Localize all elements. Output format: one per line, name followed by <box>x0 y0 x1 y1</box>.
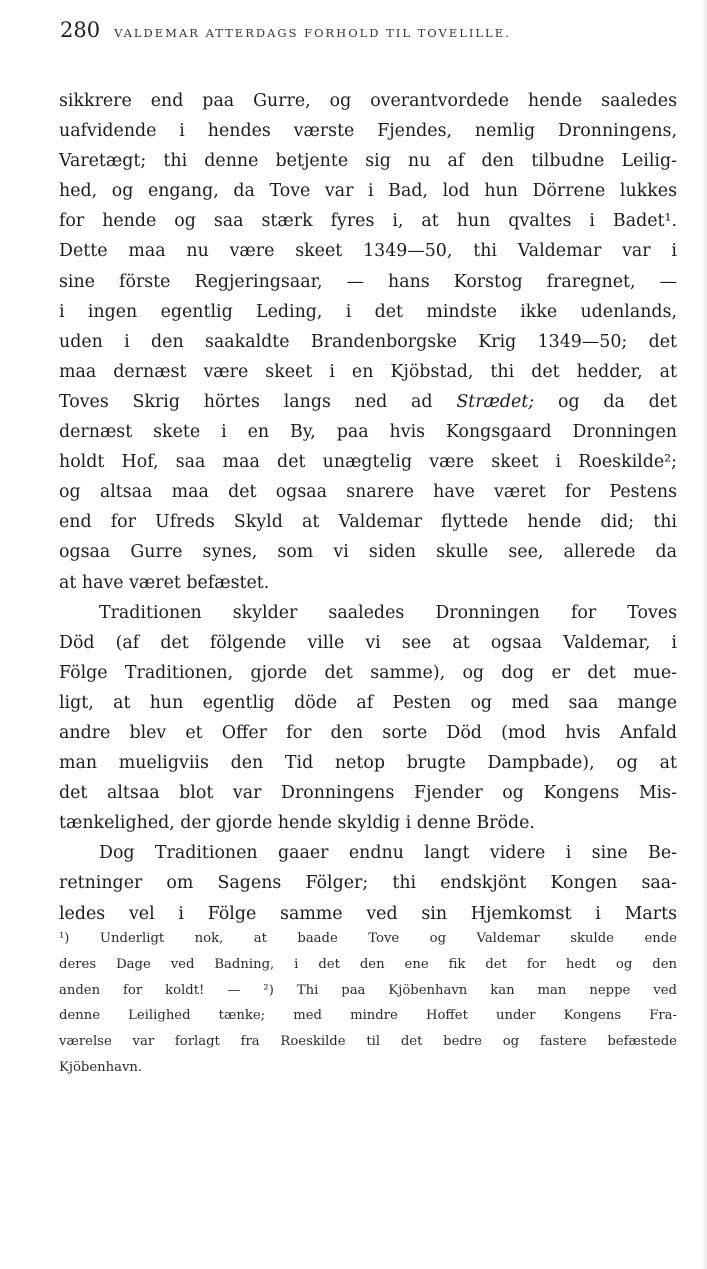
text-line: Varetægt; thi denne betjente sig nu af den tilbudne Leilig- <box>59 151 677 172</box>
page-header <box>60 18 680 48</box>
text-line: sine förste Regjeringsaar, — hans Korstog fraregnet, — <box>59 271 677 292</box>
footnote-line: ¹) Underligt nok, at baade Tove og Valdemar skulde ende <box>59 931 677 946</box>
body-text <box>59 86 677 929</box>
text-line: det altsaa blot var Dronningens Fjender og Kongens Mis- <box>59 783 677 804</box>
text-line: hed, og engang, da Tove var i Bad, lod hun Dörrene lukkes <box>59 181 677 202</box>
text-line: andre blev et Offer for den sorte Död (mod hvis Anfald <box>59 722 677 743</box>
footnote-line: deres Dage ved Badning, i det den ene fik det for hedt og den <box>59 956 677 972</box>
paragraph-start-line: Traditionen skylder saaledes Dronningen for Toves <box>99 602 677 623</box>
paragraph-end-line: at have været befæstet. <box>59 572 270 593</box>
text-line: ogsaa Gurre synes, som vi siden skulle see, allerede da <box>59 542 677 563</box>
page-number: 280 <box>60 18 101 42</box>
text-segment: Toves Skrig hörtes langs ned ad <box>59 391 433 412</box>
text-line: holdt Hof, saa maa det unægtelig være skeet i Roeskilde²; <box>59 452 677 473</box>
text-line: dernæst skete i en By, paa hvis Kongsgaard Dronningen <box>59 422 677 443</box>
text-line: i ingen egentlig Leding, i det mindste ikke udenlands, <box>59 301 677 322</box>
text-line: Död (af det fölgende ville vi see at ogsaa Valdemar, i <box>59 632 677 653</box>
text-line: man mueligviis den Tid netop brugte Dampbade), og at <box>59 753 677 774</box>
text-line: for hende og saa stærk fyres i, at hun qvaltes i Badet¹. <box>59 211 677 232</box>
text-line: retninger om Sagens Fölger; thi endskjönt Kongen saa- <box>59 873 677 894</box>
footnotes <box>59 926 677 1081</box>
footnote-line: anden for koldt! — ²) Thi paa Kjöbenhavn kan man neppe ved <box>59 982 677 998</box>
text-line: maa dernæst være skeet i en Kjöbstad, thi det hedder, at <box>59 361 677 382</box>
text-line: ledes vel i Fölge samme ved sin Hjemkomst i Marts <box>59 903 677 924</box>
running-head: VALDEMAR ATTERDAGS FORHOLD TIL TOVELILLE. <box>114 26 511 40</box>
text-line-with-italic <box>59 387 677 417</box>
page-edge-shadow <box>701 0 707 1269</box>
text-line: ligt, at hun egentlig döde af Pesten og med saa mange <box>59 692 677 713</box>
text-line: og altsaa maa det ogsaa snarere have været for Pestens <box>59 482 677 503</box>
text-line: Fölge Traditionen, gjorde det samme), og dog er det mue- <box>59 662 677 683</box>
text-line: Dette maa nu være skeet 1349—50, thi Valdemar var i <box>59 241 677 262</box>
footnote-line: denne Leilighed tænke; med mindre Hoffet under Kongens Fra- <box>59 1008 677 1024</box>
footnote-line: værelse var forlagt fra Roeskilde til det bedre og fastere befæstede <box>59 1034 677 1050</box>
text-segment: og da det <box>557 391 678 412</box>
italic-phrase: Strædet; <box>456 391 535 412</box>
paragraph-end-line: tænkelighed, der gjorde hende skyldig i denne Bröde. <box>59 813 535 834</box>
paragraph-start-line: Dog Traditionen gaaer endnu langt videre i sine Be- <box>99 843 677 864</box>
text-line: sikkrere end paa Gurre, og overantvordede hende saaledes <box>59 91 677 111</box>
footnote-line: Kjöbenhavn. <box>59 1059 143 1075</box>
text-line: uden i den saakaldte Brandenborgske Krig 1349—50; det <box>59 331 677 352</box>
text-line: uafvidende i hendes værste Fjendes, nemlig Dronningens, <box>59 121 677 142</box>
text-line: end for Ufreds Skyld at Valdemar flyttede hende did; thi <box>59 512 677 533</box>
